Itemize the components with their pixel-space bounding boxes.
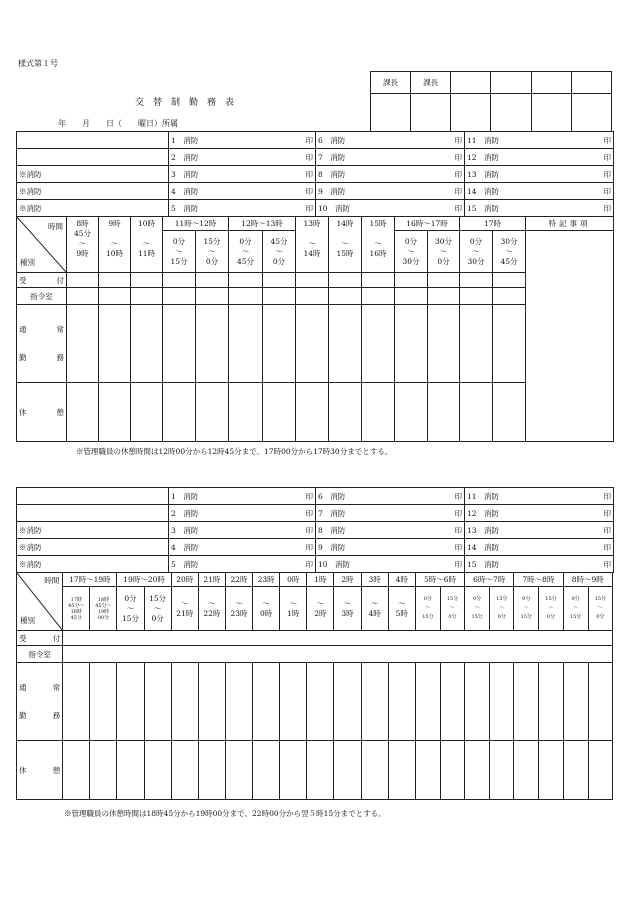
- col-3h-range: 〜 4時: [361, 587, 388, 631]
- cell[interactable]: [229, 288, 263, 305]
- staff-cell[interactable]: 12 消防 印: [465, 505, 614, 522]
- col-20h: 20時: [171, 573, 198, 587]
- cell[interactable]: [460, 273, 493, 288]
- col-19-20h-b: 15分 〜 0分: [144, 587, 171, 631]
- col-1h: 1時: [307, 573, 334, 587]
- cell[interactable]: [361, 663, 388, 741]
- staff-table-bottom: [16, 487, 614, 573]
- cell[interactable]: [67, 273, 99, 288]
- cell[interactable]: [280, 663, 307, 741]
- col-5-6h: 5時〜6時: [415, 573, 464, 587]
- col-17h: 17時: [460, 217, 526, 231]
- col-7-8h-a: 0分 〜 15分: [514, 587, 539, 631]
- cell[interactable]: [428, 288, 460, 305]
- staff-cell[interactable]: 15 消防 印: [465, 556, 614, 573]
- memo-area[interactable]: [526, 231, 614, 442]
- stamp-label-5: [531, 72, 571, 94]
- staff-cell[interactable]: 13 消防 印: [465, 522, 614, 539]
- cell[interactable]: [334, 663, 361, 741]
- cell[interactable]: [329, 305, 362, 383]
- cell[interactable]: [428, 273, 460, 288]
- row-label-command: 指令室: [17, 646, 63, 663]
- cell[interactable]: [490, 663, 514, 741]
- approval-stamp-table: [370, 71, 612, 132]
- cell[interactable]: [460, 383, 493, 442]
- staff-cell[interactable]: 4 消防 印: [169, 539, 316, 556]
- col-21h-range: 〜 22時: [198, 587, 225, 631]
- cell[interactable]: [196, 305, 229, 383]
- cell[interactable]: [296, 305, 329, 383]
- cell[interactable]: [263, 383, 296, 442]
- time-type-header: 時間 種別: [17, 217, 67, 273]
- cell[interactable]: [196, 383, 229, 442]
- cell[interactable]: [90, 741, 117, 800]
- time-type-header-bottom: 時間 種別: [17, 573, 63, 631]
- staff-cell[interactable]: 1 消防 印: [169, 132, 316, 149]
- cell[interactable]: [493, 273, 526, 288]
- cell[interactable]: [263, 305, 296, 383]
- staff-side-cell: ※消防: [17, 556, 169, 573]
- stamp-label-1: 課長: [371, 72, 411, 94]
- stamp-box[interactable]: [451, 94, 491, 132]
- col-8-9h-b: 15分 〜 0分: [588, 587, 612, 631]
- cell[interactable]: [63, 663, 90, 741]
- col-16-17h-a: 0分 〜 30分: [395, 231, 428, 273]
- cell[interactable]: [388, 741, 415, 800]
- cell[interactable]: [539, 663, 563, 741]
- staff-cell[interactable]: 5 消防 印: [169, 200, 316, 217]
- cell[interactable]: [588, 741, 612, 800]
- date-affiliation-line: 年 月 日（ 曜日）所属: [58, 119, 178, 128]
- col-12-13h-b: 45分 〜 0分: [263, 231, 296, 273]
- col-17h-b: 30分 〜 45分: [493, 231, 526, 273]
- col-17h-a: 0分 〜 30分: [460, 231, 493, 273]
- row-label-normal-duty: 通 常 勤 務: [17, 305, 67, 383]
- staff-cell[interactable]: 13 消防 印: [465, 166, 614, 183]
- cell[interactable]: [493, 288, 526, 305]
- cell[interactable]: [460, 305, 493, 383]
- row-label-rest: 休 憩: [17, 383, 67, 442]
- col-8-9h-a: 0分 〜 15分: [563, 587, 588, 631]
- col-6-7h: 6時〜7時: [465, 573, 514, 587]
- col-8-9h: 8時〜9時: [563, 573, 612, 587]
- cell[interactable]: [415, 741, 440, 800]
- cell[interactable]: [229, 273, 263, 288]
- staff-cell[interactable]: 3 消防 印: [169, 522, 316, 539]
- cell[interactable]: [263, 273, 296, 288]
- cell[interactable]: [280, 741, 307, 800]
- staff-cell[interactable]: 11 消防 印: [465, 132, 614, 149]
- col-19-20h: 19時〜20時: [117, 573, 171, 587]
- cell[interactable]: [163, 383, 196, 442]
- form-number: 様式第１号: [18, 59, 58, 68]
- cell[interactable]: [362, 305, 395, 383]
- cell[interactable]: [514, 663, 539, 741]
- col-0h-range: 〜 1時: [280, 587, 307, 631]
- cell[interactable]: [198, 663, 225, 741]
- stamp-box[interactable]: [411, 94, 451, 132]
- cell[interactable]: [163, 305, 196, 383]
- cell[interactable]: [144, 663, 171, 741]
- col-11-12h-b: 15分 〜 0分: [196, 231, 229, 273]
- cell[interactable]: [493, 305, 526, 383]
- col-22h-range: 〜 23時: [225, 587, 252, 631]
- cell[interactable]: [131, 288, 163, 305]
- staff-cell[interactable]: 14 消防 印: [465, 183, 614, 200]
- cell[interactable]: [163, 288, 196, 305]
- col-3h: 3時: [361, 573, 388, 587]
- stamp-label-3: [451, 72, 491, 94]
- col-7-8h: 7時〜8時: [514, 573, 563, 587]
- col-1h-range: 〜 2時: [307, 587, 334, 631]
- staff-side-cell: [17, 132, 169, 149]
- cell[interactable]: [117, 663, 144, 741]
- cell[interactable]: [229, 383, 263, 442]
- staff-side-cell: ※消防: [17, 166, 169, 183]
- cell[interactable]: [163, 273, 196, 288]
- staff-cell[interactable]: 6 消防 印: [316, 488, 465, 505]
- row-command-cells[interactable]: [63, 646, 613, 663]
- staff-cell[interactable]: 6 消防 印: [316, 132, 465, 149]
- col-16-17h: 16時〜17時: [395, 217, 460, 231]
- cell[interactable]: [263, 288, 296, 305]
- staff-cell[interactable]: 3 消防 印: [169, 166, 316, 183]
- col-4h-range: 〜 5時: [388, 587, 415, 631]
- col-12-13h-a: 0分 〜 45分: [229, 231, 263, 273]
- staff-side-cell: ※消防: [17, 183, 169, 200]
- cell[interactable]: [196, 288, 229, 305]
- cell[interactable]: [588, 663, 612, 741]
- col-8h: 8時 45分 〜 9時: [67, 217, 99, 273]
- cell[interactable]: [90, 663, 117, 741]
- cell[interactable]: [307, 741, 334, 800]
- stamp-box[interactable]: [491, 94, 531, 132]
- cell[interactable]: [131, 273, 163, 288]
- cell[interactable]: [67, 288, 99, 305]
- cell[interactable]: [131, 383, 163, 442]
- stamp-box[interactable]: [371, 94, 411, 132]
- cell[interactable]: [253, 663, 280, 741]
- col-21h: 21時: [198, 573, 225, 587]
- staff-cell[interactable]: 2 消防 印: [169, 505, 316, 522]
- cell[interactable]: [493, 383, 526, 442]
- col-11-12h-a: 0分 〜 15分: [163, 231, 196, 273]
- col-17-19h-b: 18時 45分〜 19時 00分: [90, 587, 117, 631]
- staff-side-cell: ※消防: [17, 522, 169, 539]
- col-11-12h: 11時〜12時: [163, 217, 229, 231]
- cell[interactable]: [428, 305, 460, 383]
- cell[interactable]: [395, 383, 428, 442]
- col-0h: 0時: [280, 573, 307, 587]
- col-5-6h-b: 15分 〜 0分: [440, 587, 464, 631]
- cell[interactable]: [296, 273, 329, 288]
- staff-cell[interactable]: 4 消防 印: [169, 183, 316, 200]
- note-bottom: ※管理職員の休憩時間は18時45分から19時00分まで、22時00分から翌５時15分までとする。: [64, 809, 386, 818]
- row-label-normal-duty: 通 常 勤 務: [17, 663, 63, 741]
- staff-cell[interactable]: 8 消防 印: [316, 522, 465, 539]
- col-6-7h-b: 15分 〜 0分: [490, 587, 514, 631]
- stamp-box[interactable]: [531, 94, 571, 132]
- cell[interactable]: [171, 741, 198, 800]
- cell[interactable]: [296, 383, 329, 442]
- staff-cell[interactable]: 10 消防 印: [316, 200, 465, 217]
- col-23h-range: 〜 0時: [253, 587, 280, 631]
- col-13h: 13時 〜 14時: [296, 217, 329, 273]
- col-14h: 14時 〜 15時: [329, 217, 362, 273]
- stamp-label-2: 課長: [411, 72, 451, 94]
- cell[interactable]: [196, 273, 229, 288]
- stamp-label-4: [491, 72, 531, 94]
- cell[interactable]: [329, 288, 362, 305]
- cell[interactable]: [465, 663, 490, 741]
- row-label-accept: 受 付: [17, 631, 63, 646]
- staff-cell[interactable]: 11 消防 印: [465, 488, 614, 505]
- col-7-8h-b: 15分 〜 0分: [539, 587, 563, 631]
- cell[interactable]: [334, 741, 361, 800]
- row-label-rest: 休 憩: [17, 741, 63, 800]
- cell[interactable]: [563, 663, 588, 741]
- cell[interactable]: [171, 663, 198, 741]
- staff-cell[interactable]: 12 消防 印: [465, 149, 614, 166]
- staff-cell[interactable]: 9 消防 印: [316, 183, 465, 200]
- cell[interactable]: [329, 273, 362, 288]
- cell[interactable]: [440, 663, 464, 741]
- staff-cell[interactable]: 14 消防 印: [465, 539, 614, 556]
- cell[interactable]: [99, 288, 131, 305]
- staff-side-cell: [17, 488, 169, 505]
- col-16-17h-b: 30分 〜 0分: [428, 231, 460, 273]
- staff-cell[interactable]: 2 消防 印: [169, 149, 316, 166]
- staff-cell[interactable]: 5 消防 印: [169, 556, 316, 573]
- cell[interactable]: [253, 741, 280, 800]
- cell[interactable]: [117, 741, 144, 800]
- row-label-command: 指令室: [17, 288, 67, 305]
- cell[interactable]: [428, 383, 460, 442]
- staff-cell[interactable]: 7 消防 印: [316, 505, 465, 522]
- row-label-accept: 受 付: [17, 273, 67, 288]
- cell[interactable]: [361, 741, 388, 800]
- staff-cell[interactable]: 15 消防 印: [465, 200, 614, 217]
- note-top: ※管理職員の休憩時間は12時00分から12時45分まで、17時00分から17時30分までとする。: [76, 447, 393, 456]
- stamp-box[interactable]: [571, 94, 611, 132]
- staff-side-cell: [17, 149, 169, 166]
- cell[interactable]: [460, 288, 493, 305]
- col-10h: 10時 〜 11時: [131, 217, 163, 273]
- cell[interactable]: [67, 305, 99, 383]
- row-accept-cells[interactable]: [63, 631, 613, 646]
- cell[interactable]: [144, 741, 171, 800]
- cell[interactable]: [465, 741, 490, 800]
- col-9h: 9時 〜 10時: [99, 217, 131, 273]
- cell[interactable]: [362, 383, 395, 442]
- col-4h: 4時: [388, 573, 415, 587]
- cell[interactable]: [539, 741, 563, 800]
- cell[interactable]: [362, 288, 395, 305]
- col-15h: 15時 〜 16時: [362, 217, 395, 273]
- col-12-13h: 12時〜13時: [229, 217, 296, 231]
- staff-cell[interactable]: 8 消防 印: [316, 166, 465, 183]
- cell[interactable]: [490, 741, 514, 800]
- staff-table-top: [16, 131, 614, 217]
- memo-header: 特記事項: [526, 217, 614, 231]
- staff-side-cell: ※消防: [17, 200, 169, 217]
- col-5-6h-a: 0分 〜 15分: [415, 587, 440, 631]
- cell[interactable]: [362, 273, 395, 288]
- col-23h: 23時: [253, 573, 280, 587]
- document-title: 交 替 制 勤 務 表: [135, 98, 235, 108]
- col-6-7h-a: 0分 〜 15分: [465, 587, 490, 631]
- cell[interactable]: [63, 741, 90, 800]
- staff-cell[interactable]: 9 消防 印: [316, 539, 465, 556]
- col-2h: 2時: [334, 573, 361, 587]
- cell[interactable]: [395, 288, 428, 305]
- cell[interactable]: [225, 663, 252, 741]
- cell[interactable]: [415, 663, 440, 741]
- cell[interactable]: [99, 273, 131, 288]
- cell[interactable]: [131, 305, 163, 383]
- cell[interactable]: [229, 305, 263, 383]
- cell[interactable]: [440, 741, 464, 800]
- staff-side-cell: [17, 505, 169, 522]
- cell[interactable]: [395, 273, 428, 288]
- cell[interactable]: [307, 663, 334, 741]
- cell[interactable]: [563, 741, 588, 800]
- cell[interactable]: [514, 741, 539, 800]
- col-2h-range: 〜 3時: [334, 587, 361, 631]
- schedule-grid-bottom: [16, 572, 613, 800]
- cell[interactable]: [388, 663, 415, 741]
- col-17-19h: 17時〜19時: [63, 573, 117, 587]
- cell[interactable]: [67, 383, 99, 442]
- col-22h: 22時: [225, 573, 252, 587]
- col-20h-range: 〜 21時: [171, 587, 198, 631]
- col-19-20h-a: 0分 〜 15分: [117, 587, 144, 631]
- cell[interactable]: [225, 741, 252, 800]
- staff-side-cell: ※消防: [17, 539, 169, 556]
- cell[interactable]: [329, 383, 362, 442]
- cell[interactable]: [99, 305, 131, 383]
- cell[interactable]: [395, 305, 428, 383]
- cell[interactable]: [99, 383, 131, 442]
- stamp-label-6: [571, 72, 611, 94]
- cell[interactable]: [198, 741, 225, 800]
- staff-cell[interactable]: 10 消防 印: [316, 556, 465, 573]
- staff-cell[interactable]: 1 消防 印: [169, 488, 316, 505]
- cell[interactable]: [296, 288, 329, 305]
- schedule-grid-top: [16, 216, 614, 442]
- staff-cell[interactable]: 7 消防 印: [316, 149, 465, 166]
- col-17-19h-a: 17時 45分〜 18時 45分: [63, 587, 90, 631]
